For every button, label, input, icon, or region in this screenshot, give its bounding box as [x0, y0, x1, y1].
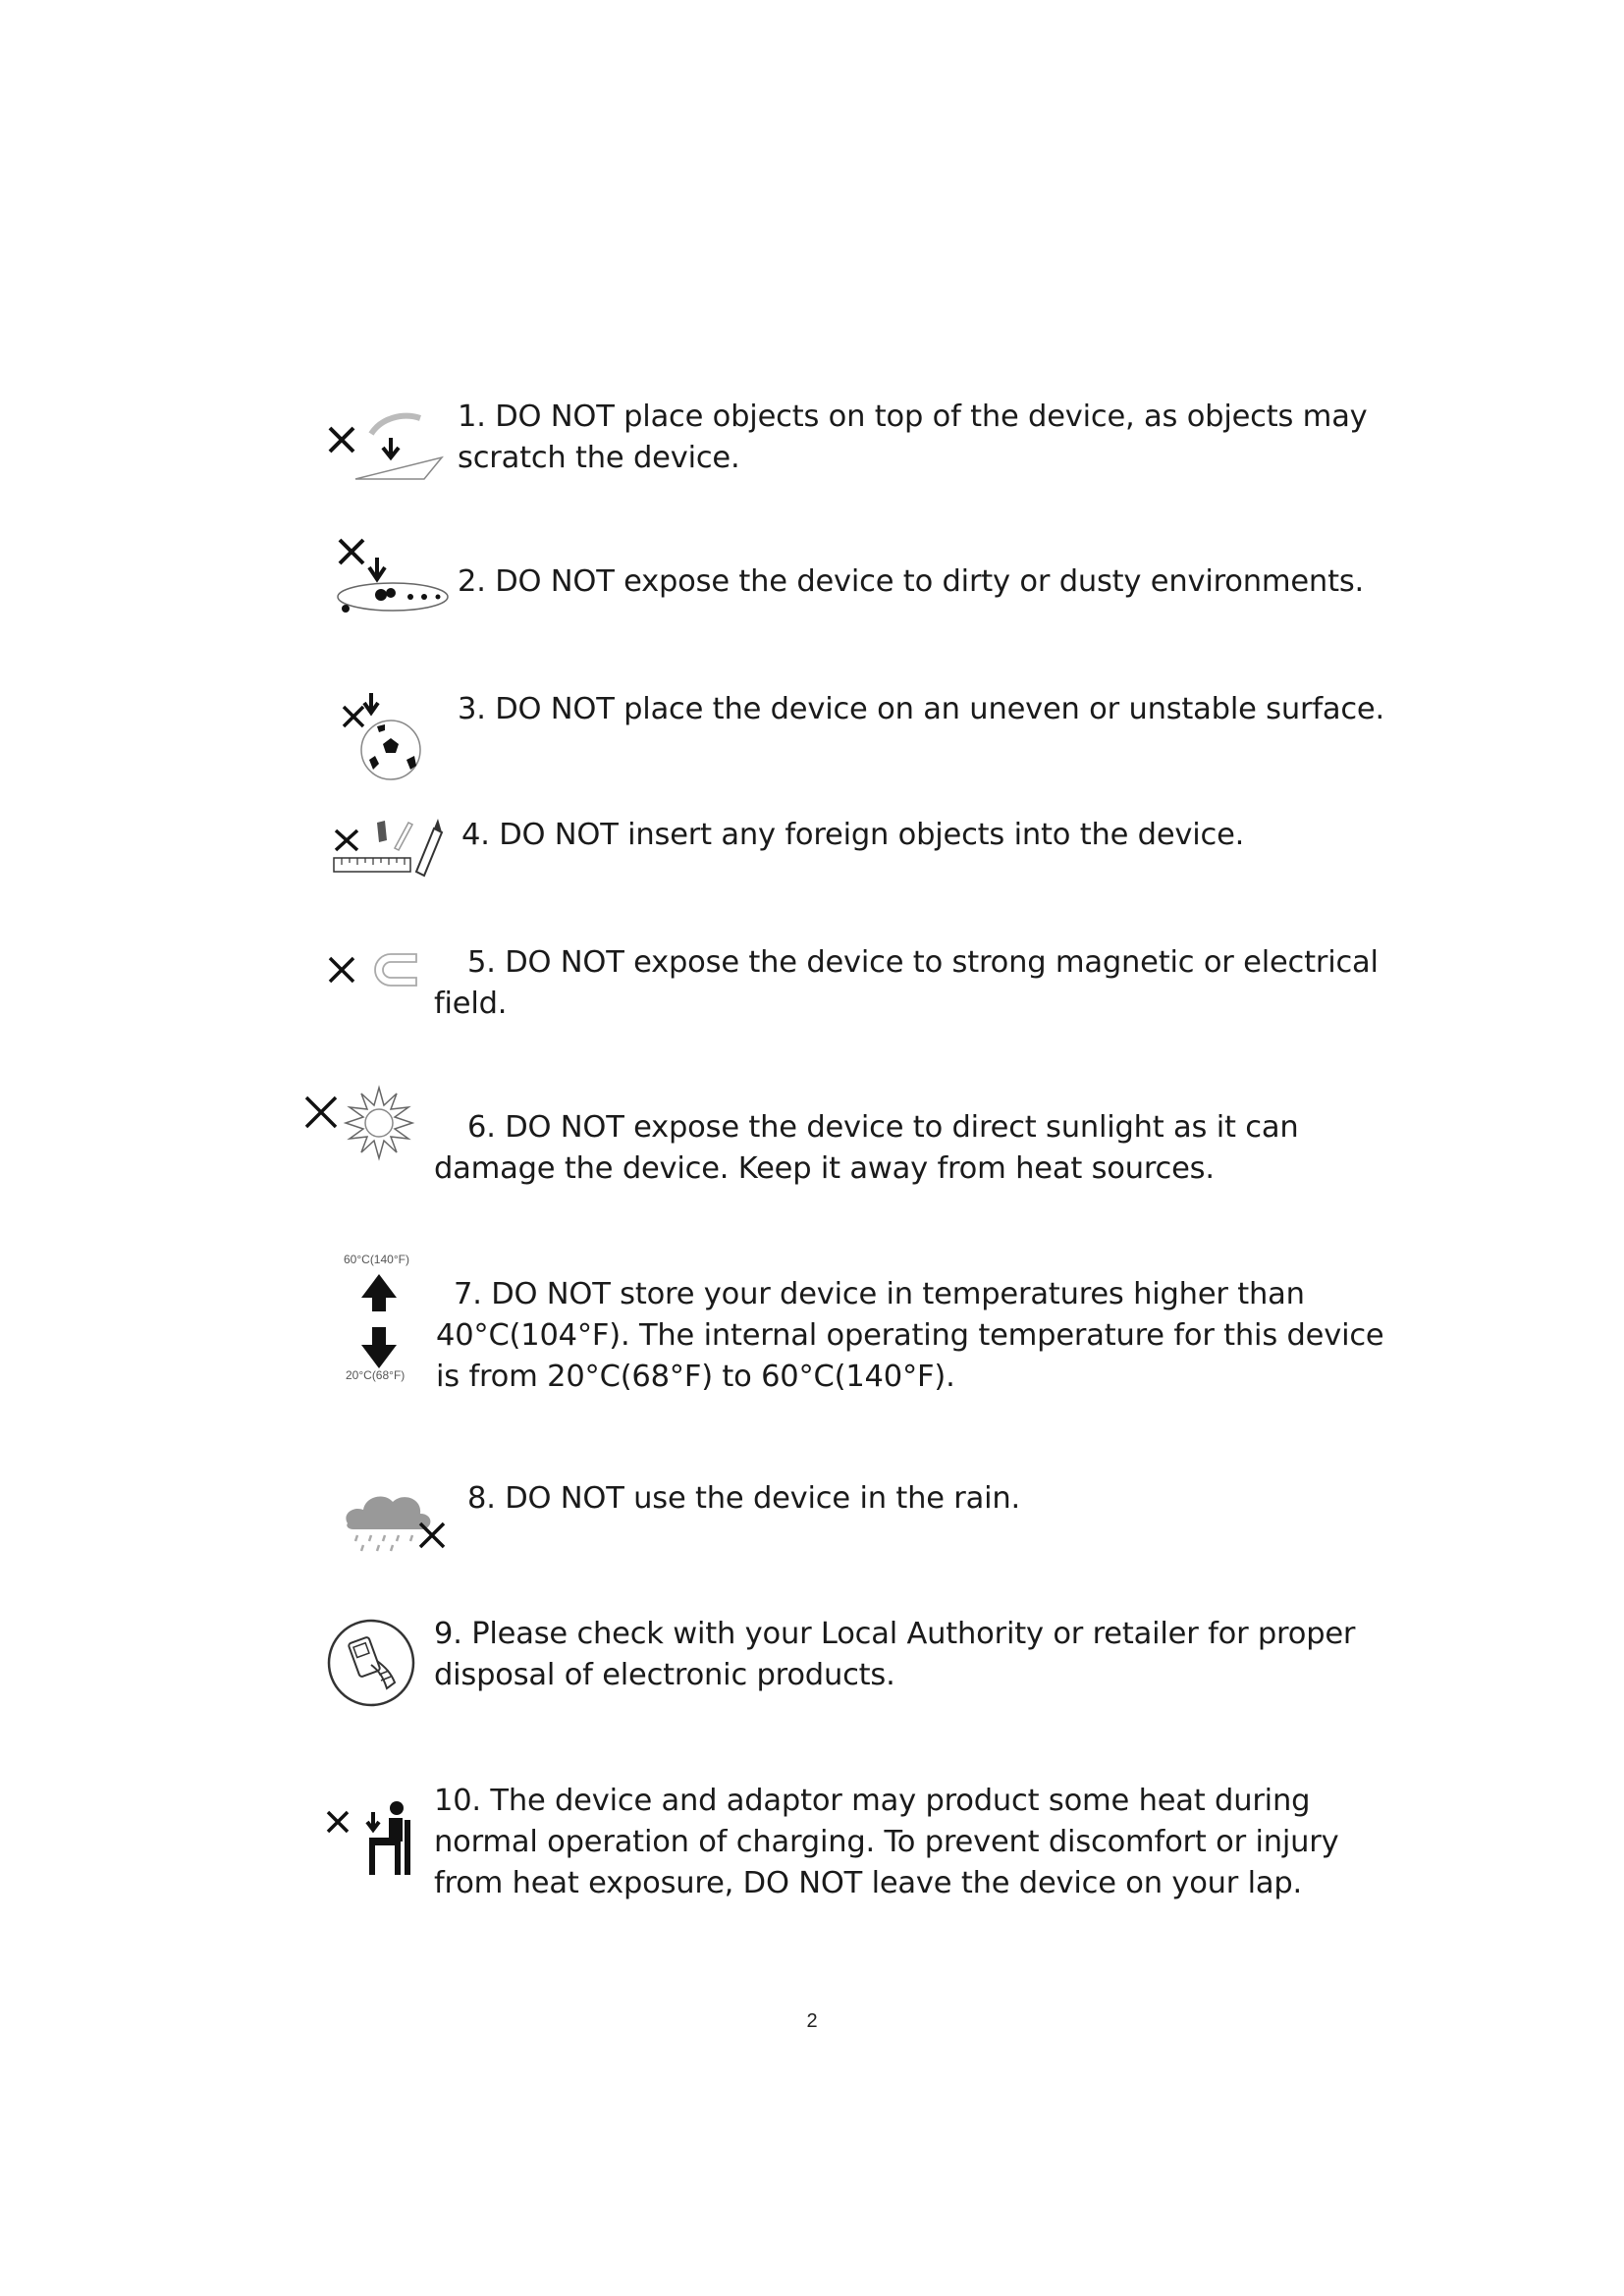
no-dust-icon [332, 536, 450, 619]
disposal-icon [326, 1618, 416, 1708]
warning-10-text: 10. The device and adaptor may product some heat during normal operation of charging. To prevent discomfort or injury from heat exposure, DO NOT leave the device on your lap. [434, 1784, 1339, 1900]
no-sunlight-icon [302, 1084, 422, 1162]
temperature-range-icon [357, 1272, 401, 1370]
warning-2-text: 2. DO NOT expose the device to dirty or dusty environments. [458, 564, 1365, 599]
warning-5-text: 5. DO NOT expose the device to strong magnetic or electrical field. [434, 945, 1379, 1021]
no-rain-icon [342, 1484, 450, 1555]
warning-8-text: 8. DO NOT use the device in the rain. [467, 1481, 1021, 1516]
temp-low-label: 20°C(68°F) [346, 1368, 406, 1382]
no-magnet-icon [326, 948, 424, 997]
no-objects-on-top-icon [326, 410, 444, 484]
warning-4-text: 4. DO NOT insert any foreign objects into the device. [461, 818, 1245, 852]
warning-1-text: 1. DO NOT place objects on top of the device, as objects may scratch the device. [458, 400, 1368, 475]
warning-7-text: 7. DO NOT store your device in temperatures higher than 40°C(104°F). The internal operating temperature for this device is from 20°C(68°F) to 60°C(140°F). [436, 1277, 1384, 1394]
warning-9-text: 9. Please check with your Local Authority or retailer for proper disposal of electronic products. [434, 1617, 1356, 1692]
page-number: 2 [806, 2010, 818, 2032]
no-lap-icon [326, 1798, 420, 1877]
warning-3-text: 3. DO NOT place the device on an uneven or unstable surface. [458, 692, 1384, 726]
warning-6-text: 6. DO NOT expose the device to direct sunlight as it can damage the device. Keep it away from heat sources. [434, 1110, 1299, 1186]
no-foreign-objects-icon [332, 815, 452, 880]
temp-high-label: 60°C(140°F) [344, 1253, 409, 1266]
no-uneven-surface-icon [342, 691, 430, 781]
